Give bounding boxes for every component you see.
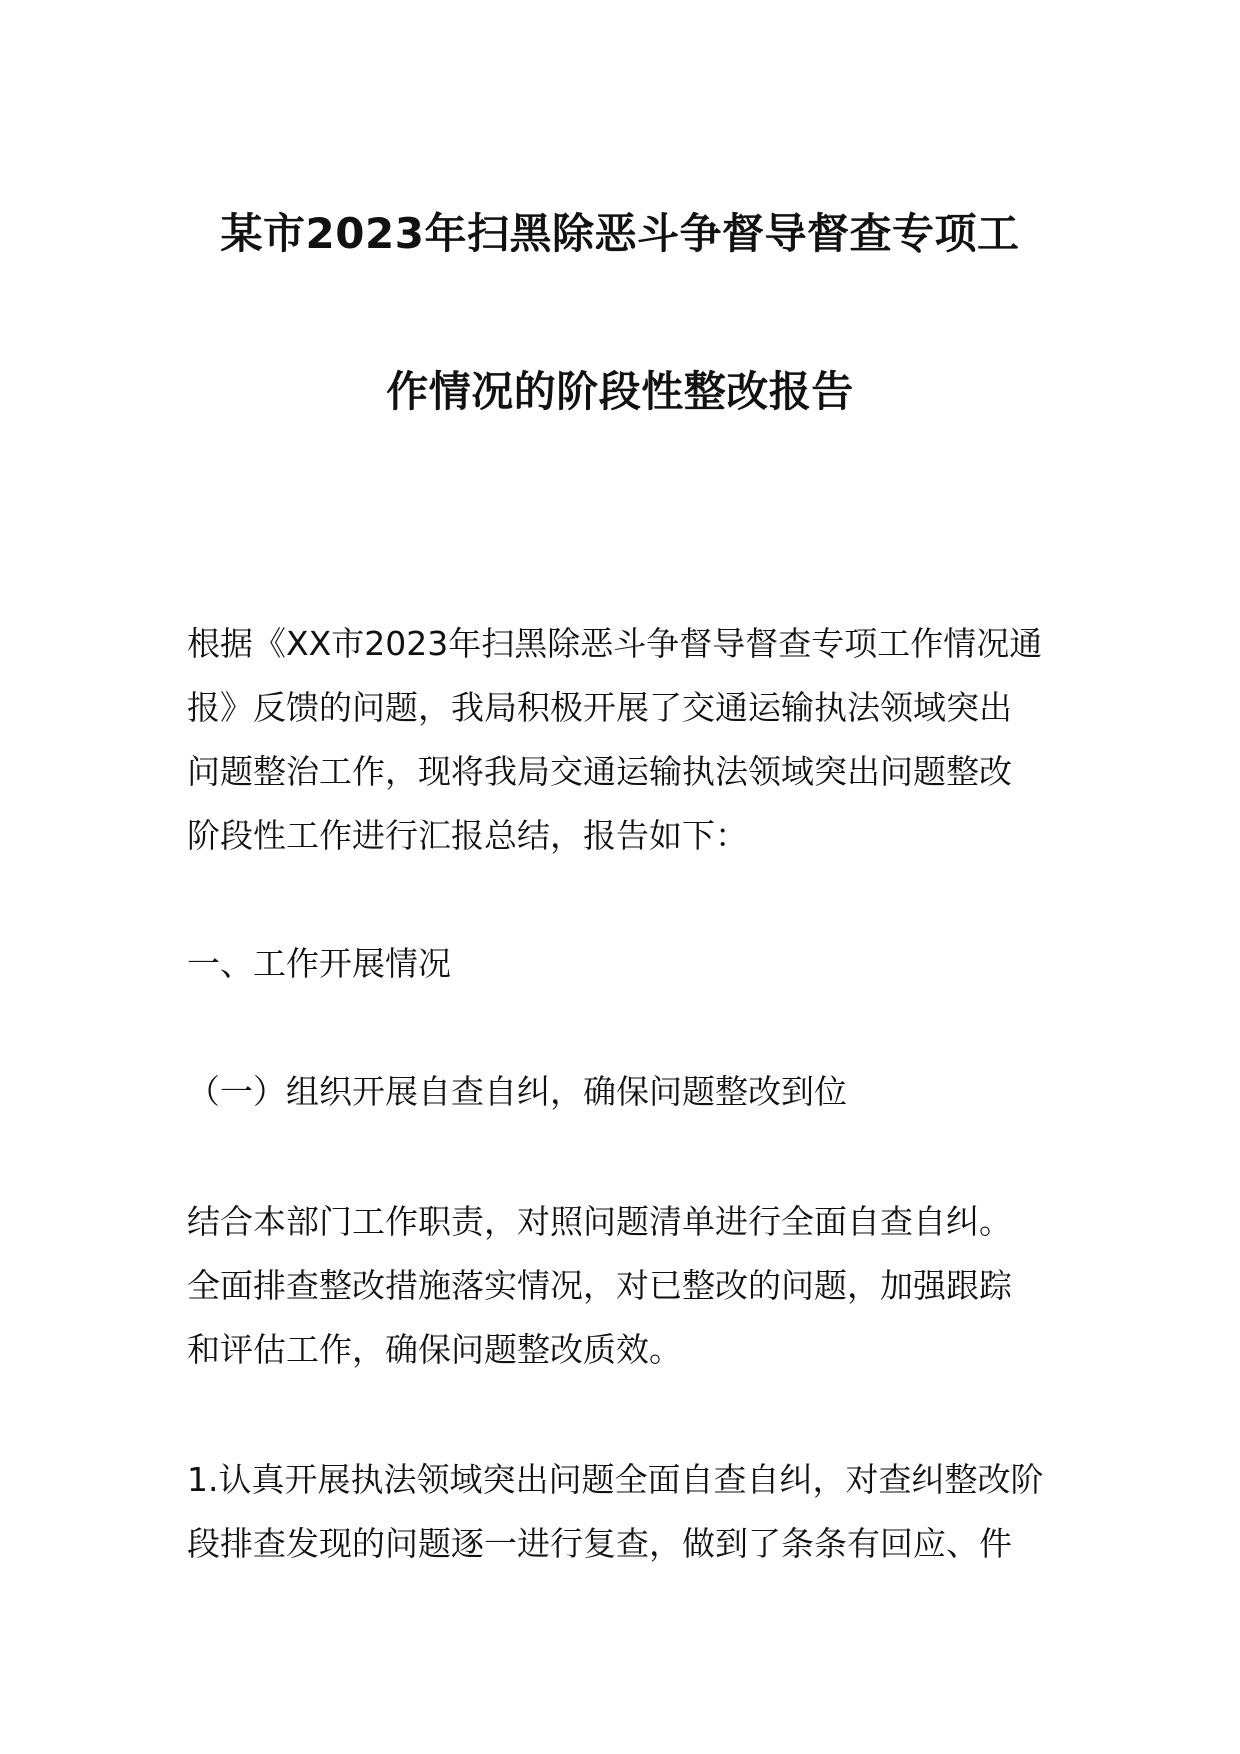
section-heading-text: 一、工作开展情况: [187, 944, 451, 983]
section-heading: [187, 932, 1057, 996]
subsection-heading: [187, 1060, 1057, 1124]
self-check-line-1: 结合本部门工作职责，对照问题清单进行全面自查自纠。: [187, 1202, 1012, 1241]
document-title-line-2: 作情况的阶段性整改报告: [386, 367, 854, 416]
item-1-paragraph: [187, 1448, 1057, 1576]
intro-line-3: 问题整治工作，现将我局交通运输执法领域突出问题整改: [187, 752, 1012, 791]
item-1-line-1: 1.认真开展执法领域突出问题全面自查自纠，对查纠整改阶: [187, 1460, 1044, 1499]
item-1-line-2: 段排查发现的问题逐一进行复查，做到了条条有回应、件: [187, 1524, 1012, 1563]
intro-line-1: 根据《XX市2023年扫黑除恶斗争督导督查专项工作情况通: [187, 624, 1043, 663]
subsection-heading-text: （一）组织开展自查自纠，确保问题整改到位: [187, 1072, 847, 1111]
self-check-line-2: 全面排查整改措施落实情况，对已整改的问题，加强跟踪: [187, 1266, 1012, 1305]
self-check-line-3: 和评估工作，确保问题整改质效。: [187, 1330, 682, 1369]
intro-line-4: 阶段性工作进行汇报总结，报告如下：: [187, 816, 748, 855]
intro-line-2: 报》反馈的问题，我局积极开展了交通运输执法领域突出: [187, 688, 1012, 727]
intro-paragraph: [187, 612, 1057, 868]
document-title-line-1: 某市2023年扫黑除恶斗争督导督查专项工: [220, 209, 1020, 258]
self-check-paragraph: [187, 1190, 1057, 1382]
